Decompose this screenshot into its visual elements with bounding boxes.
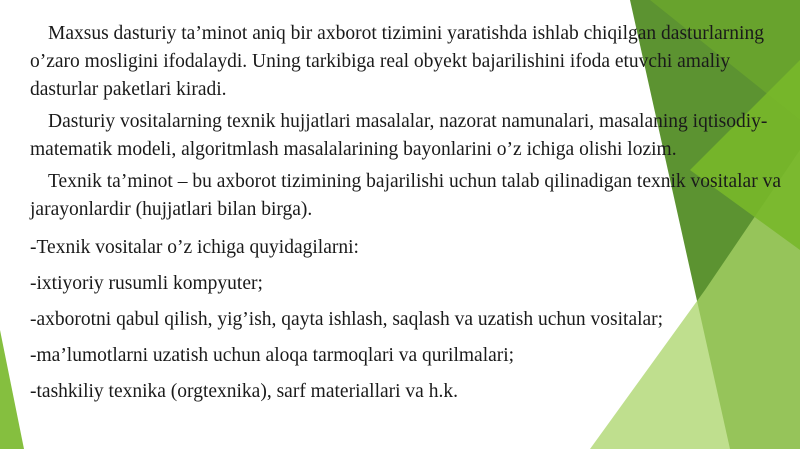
slide-text: [30, 0, 790, 406]
list-item: -ixtiyoriy rusumli kompyuter;: [30, 273, 263, 294]
paragraph-technical-docs: Dasturiy vositalarning texnik hujjatlari masalalar, nazorat namunalari, masalaning iqtisodiy-matematik modeli, algoritmlash masalalarining bayonlarini o’z ichiga olishi lozim.: [30, 111, 768, 160]
list-item: -Texnik vositalar o’z ichiga quyidagilarni:: [30, 237, 359, 258]
list-item: -tashkiliy texnika (orgtexnika), sarf materiallari va h.k.: [30, 381, 458, 402]
paragraph-special-software: Maxsus dasturiy ta’minot aniq bir axborot tizimini yaratishda ishlab chiqilgan dasturlarning o’zaro mosligini ifodalaydi. Uning tarkibiga real obyekt bajarilishini ifoda etuvchi amaliy dasturlar paketlari kiradi.: [30, 23, 764, 100]
list-item: -axborotni qabul qilish, yig’ish, qayta ishlash, saqlash va uzatish uchun vositalar;: [30, 309, 664, 330]
paragraph-technical-support: Texnik ta’minot – bu axborot tizimining bajarilishi uchun talab qilinadigan texnik vositalar va jarayonlardir (hujjatlari bilan birga).: [30, 171, 781, 220]
list-item: -ma’lumotlarni uzatish uchun aloqa tarmoqlari va qurilmalari;: [30, 345, 515, 366]
green-triangle-bottom-left: [0, 330, 24, 449]
